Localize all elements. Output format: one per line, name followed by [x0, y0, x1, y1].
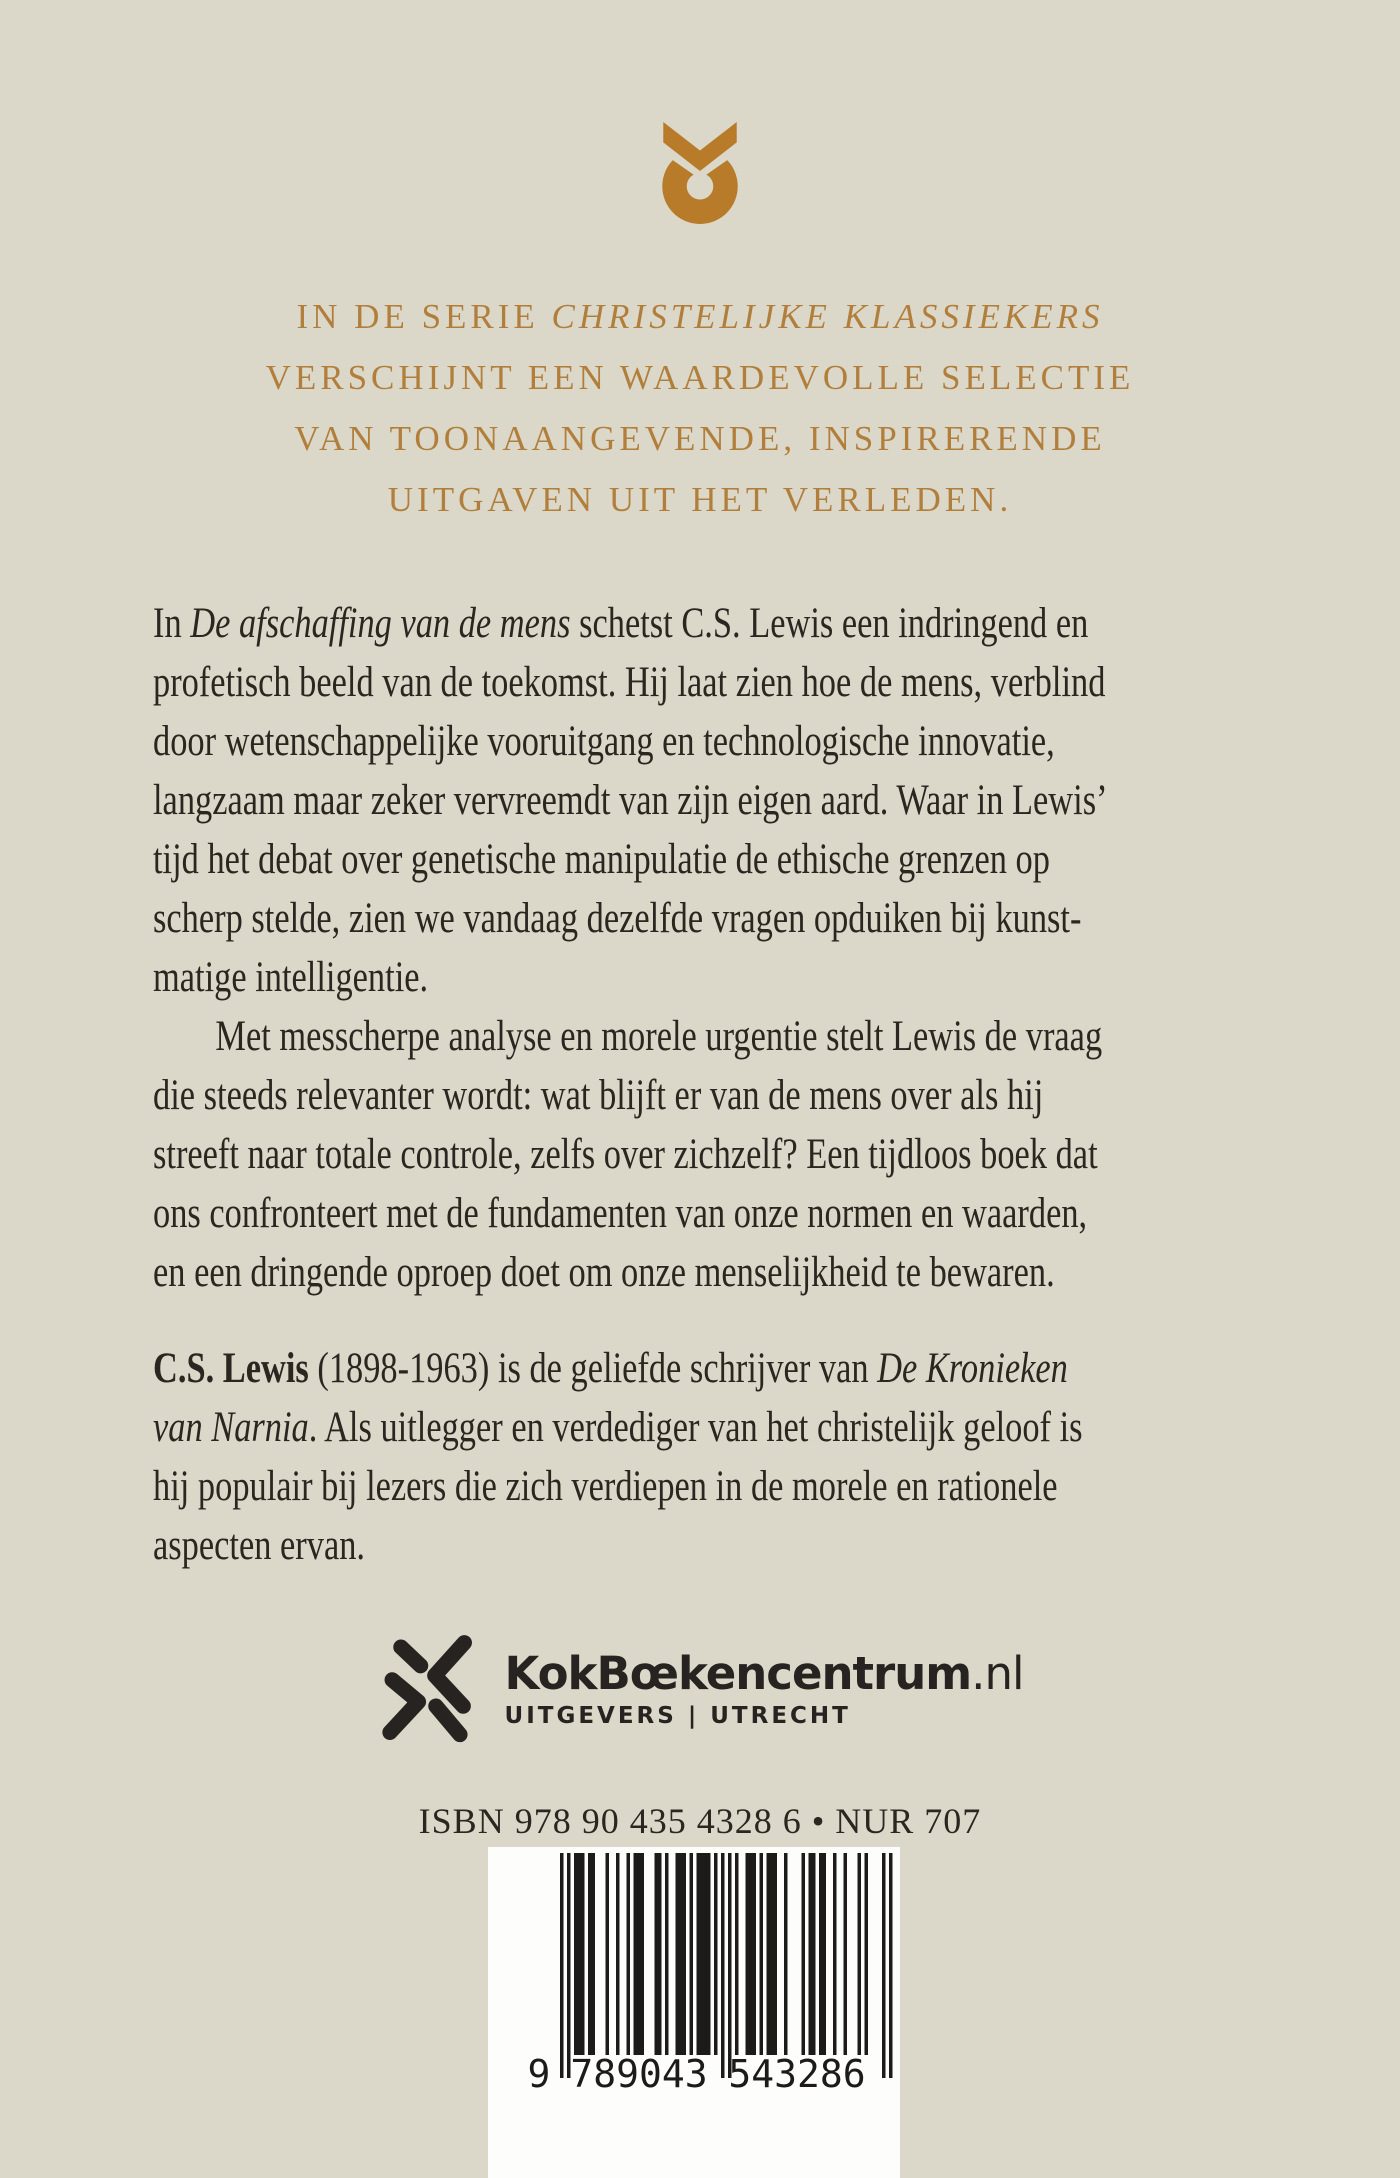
author-bio: C.S. Lewis (1898-1963) is de geliefde schrijver van De Kronieken van Narnia. Als uitlegger en verdediger van het christelijk geloof is hij populair bij lezers die zich verdiepen in de morele en rationele aspecten ervan. [153, 1345, 1083, 1569]
barcode-digits-left: 789043 [570, 2052, 708, 2096]
publisher-wordmark [504, 1647, 1024, 1700]
synopsis [153, 594, 1333, 1575]
publisher-logo [377, 1634, 1024, 1752]
publisher-tagline: UITGEVERS | UTRECHT [504, 1703, 851, 1729]
isbn-line: ISBN 978 90 435 4328 6 • NUR 707 [418, 1801, 982, 1841]
synopsis-paragraph-1: In De afschaffing van de mens schetst C.S. Lewis een indringend en profetisch beeld van de toekomst. Hij laat zien hoe de mens, verblind door wetenschappelijke vooruitgang en technologische innovatie, langzaam maar zeker vervreemdt van zijn eigen aard. Waar in Lewis’ tijd het debat over genetische manipulatie de ethische grenzen op scherp stelde, zien we vandaag dezelfde vragen opduiken bij kunst- matige intelligentie. [153, 600, 1108, 1001]
synopsis-paragraph-2: Met messcherpe analyse en morele urgentie stelt Lewis de vraag die steeds relevanter wordt: wat blijft er van de mens over als hij streeft naar totale controle, zelfs over zichzelf? Een tijdloos boek dat ons confronteert met de fundamenten van onze normen en waarden, en een dringende oproep doet om onze menselijkheid te bewaren. [153, 1013, 1103, 1296]
series-intro: IN DE SERIE CHRISTELIJKE KLASSIEKERS VERSCHIJNT EEN WAARDEVOLLE SELECTIE VAN TOONAANGEVENDE, INSPIRERENDE UITGAVEN UIT HET VERLEDEN. [265, 297, 1135, 519]
publisher-mark-icon [377, 1634, 487, 1752]
publisher-text [505, 1634, 1024, 1729]
barcode-digit-lead: 9 [527, 2052, 551, 2096]
barcode-digits-right: 543286 [728, 2052, 866, 2096]
publisher-tld: .nl [971, 1647, 1024, 1700]
publisher-name: KokBœkencentrum [504, 1647, 972, 1700]
series-logo-icon [660, 122, 740, 224]
barcode-bars [560, 1853, 893, 2083]
barcode [488, 1847, 900, 2178]
